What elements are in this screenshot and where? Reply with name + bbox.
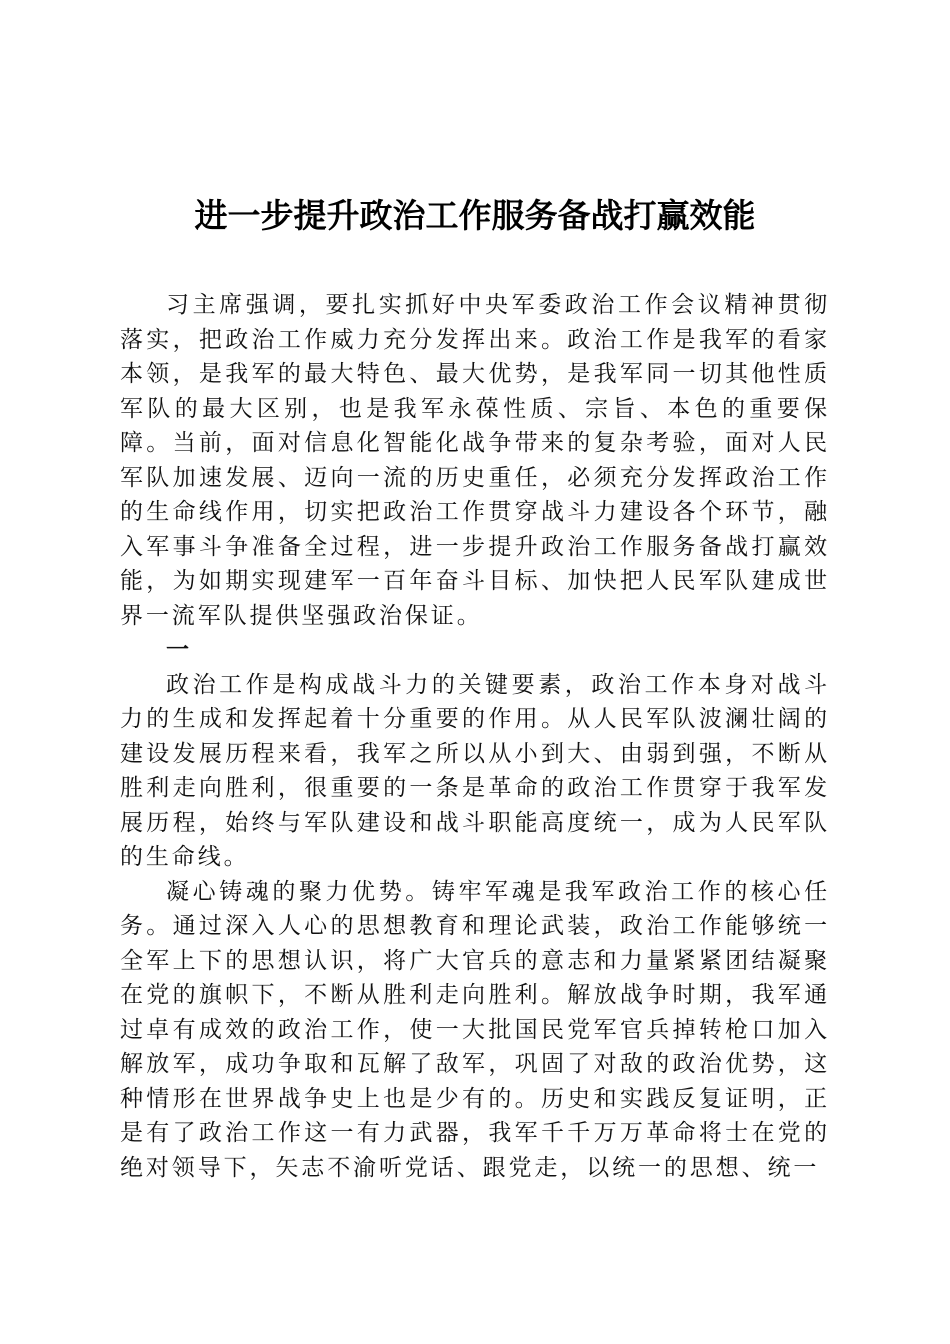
document-title: 进一步提升政治工作服务备战打赢效能: [194, 196, 756, 235]
section-paragraph: 政治工作是构成战斗力的关键要素，政治工作本身对战斗力的生成和发挥起着十分重要的作用。从人民军队波澜壮阔的建设发展历程来看，我军之所以从小到大、由弱到强，不断从胜利走向胜利，很重要的一条是革命的政治工作贯穿于我军发展历程，始终与军队建设和战斗职能高度统一，成为人民军队的生命线。: [120, 671, 830, 870]
section-paragraph: 凝心铸魂的聚力优势。铸牢军魂是我军政治工作的核心任务。通过深入人心的思想教育和理论武装，政治工作能够统一全军上下的思想认识，将广大官兵的意志和力量紧紧团结凝聚在党的旗帜下，不断从胜利走向胜利。解放战争时期，我军通过卓有成效的政治工作，使一大批国民党军官兵掉转枪口加入解放军，成功争取和瓦解了敌军，巩固了对敌的政治优势，这种情形在世界战争史上也是少有的。历史和实践反复证明，正是有了政治工作这一有力武器，我军千千万万革命将士在党的绝对领导下，矢志不渝听党话、跟党走，以统一的思想、统一: [120, 878, 830, 1181]
document-body: [120, 288, 830, 1185]
section-number: 一: [166, 636, 189, 663]
intro-paragraph: 习主席强调，要扎实抓好中央军委政治工作会议精神贯彻落实，把政治工作威力充分发挥出来。政治工作是我军的看家本领，是我军的最大特色、最大优势，是我军同一切其他性质军队的最大区别，也是我军永葆性质、宗旨、本色的重要保障。当前，面对信息化智能化战争带来的复杂考验，面对人民军队加速发展、迈向一流的历史重任，必须充分发挥政治工作的生命线作用，切实把政治工作贯穿战斗力建设各个环节，融入军事斗争准备全过程，进一步提升政治工作服务备战打赢效能，为如期实现建军一百年奋斗目标、加快把人民军队建成世界一流军队提供坚强政治保证。: [120, 292, 830, 629]
